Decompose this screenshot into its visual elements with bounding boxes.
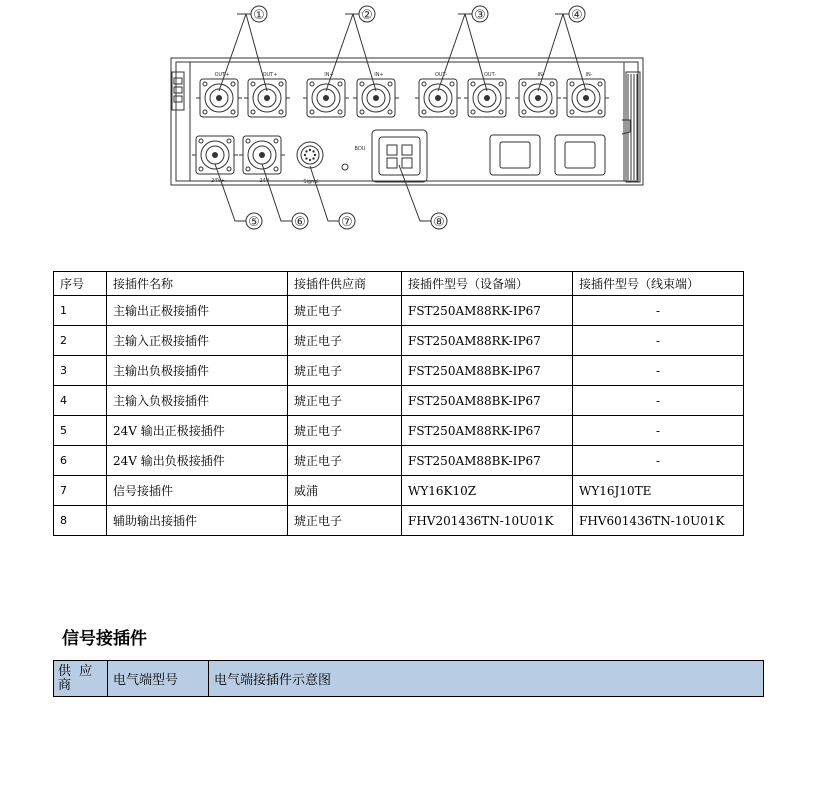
cell-supplier: 琥正电子 <box>288 326 402 356</box>
connector-pin <box>259 152 265 158</box>
port-label: IN+ <box>324 72 334 78</box>
cell-no: 2 <box>54 326 107 356</box>
aux-pin <box>402 158 412 168</box>
cell-name: 辅助输出接插件 <box>107 506 288 536</box>
callout-number: ⑥ <box>294 215 306 230</box>
connector-pin <box>373 95 379 101</box>
mounting-hole <box>388 110 392 114</box>
mounting-hole <box>499 82 503 86</box>
table-row <box>54 506 744 536</box>
connector-layout-drawing <box>0 0 815 250</box>
power-connector <box>464 79 510 117</box>
header-connector-diagram: 电气端接插件示意图 <box>209 661 764 697</box>
mounting-hole <box>570 82 574 86</box>
mounting-hole <box>251 82 255 86</box>
enclosure-outline <box>171 58 643 185</box>
connector-pin <box>216 95 222 101</box>
signal-pin <box>312 157 314 159</box>
signal-pin <box>309 149 311 151</box>
cell-no: 8 <box>54 506 107 536</box>
connector-pin <box>323 95 329 101</box>
cell-no: 6 <box>54 446 107 476</box>
handle-slot <box>174 78 182 84</box>
cell-device-model: FST250AM88BK-IP67 <box>402 386 573 416</box>
cell-no: 7 <box>54 476 107 506</box>
dc24v-positive-connector <box>192 136 238 174</box>
table-row <box>54 326 744 356</box>
mounting-hole <box>227 167 231 171</box>
header-harness-model: 接插件型号（线束端） <box>573 272 744 296</box>
mounting-hole <box>598 110 602 114</box>
signal-pin <box>312 150 314 152</box>
mounting-hole <box>203 110 207 114</box>
header-device-model: 接插件型号（设备端） <box>402 272 573 296</box>
callout-number: ⑦ <box>341 215 353 230</box>
table-row <box>54 386 744 416</box>
signal-connector-inner <box>301 146 319 164</box>
cell-name: 主输入正极接插件 <box>107 326 288 356</box>
mounting-hole <box>279 82 283 86</box>
cell-name: 信号接插件 <box>107 476 288 506</box>
cell-device-model: FHV201436TN-10U01K <box>402 506 573 536</box>
mounting-hole <box>199 167 203 171</box>
signal-pin <box>309 159 311 161</box>
cover-plate-inner <box>500 142 530 168</box>
mounting-hole <box>279 110 283 114</box>
cell-name: 主输出负极接插件 <box>107 356 288 386</box>
leader-line <box>310 166 339 221</box>
port-label: IN- <box>537 72 545 78</box>
signal-table-header <box>54 661 764 697</box>
port-label: OUT- <box>435 72 447 78</box>
cover-plate-inner <box>565 142 595 168</box>
signal-pin <box>304 154 306 156</box>
connector-table <box>53 271 744 536</box>
cell-name: 24V 输出正极接插件 <box>107 416 288 446</box>
vent-plug <box>342 164 348 170</box>
mounting-hole <box>231 110 235 114</box>
mounting-hole <box>231 82 235 86</box>
mounting-hole <box>550 110 554 114</box>
connector-pin <box>484 95 490 101</box>
power-connector <box>415 79 461 117</box>
mounting-hole <box>522 110 526 114</box>
cell-no: 4 <box>54 386 107 416</box>
cell-supplier: 琥正电子 <box>288 356 402 386</box>
power-connector <box>353 79 399 117</box>
cell-device-model: FST250AM88BK-IP67 <box>402 356 573 386</box>
aux-pin <box>387 158 397 168</box>
port-label: IN+ <box>374 72 384 78</box>
cover-plate <box>490 135 540 175</box>
cell-device-model: FST250AM88BK-IP67 <box>402 446 573 476</box>
cell-harness-model: - <box>573 296 744 326</box>
mounting-hole <box>450 82 454 86</box>
cell-no: 3 <box>54 356 107 386</box>
cell-harness-model: - <box>573 326 744 356</box>
leader-line <box>215 164 246 221</box>
mounting-hole <box>310 110 314 114</box>
header-supplier: 供 应 商 <box>54 661 108 697</box>
cell-name: 主输出正极接插件 <box>107 296 288 326</box>
mounting-hole <box>450 110 454 114</box>
signal-pin <box>305 157 307 159</box>
mounting-hole <box>471 82 475 86</box>
cell-supplier: 琥正电子 <box>288 506 402 536</box>
callout-number: ② <box>361 8 373 23</box>
aux-pin <box>387 145 397 155</box>
mounting-hole <box>246 139 250 143</box>
mounting-hole <box>471 110 475 114</box>
mounting-hole <box>388 82 392 86</box>
connector-table-body <box>54 296 744 536</box>
power-connector <box>563 79 609 117</box>
power-connector <box>196 79 242 117</box>
mounting-hole <box>499 110 503 114</box>
cell-no: 5 <box>54 416 107 446</box>
cell-harness-model: WY16J10TE <box>573 476 744 506</box>
port-label: IN- <box>585 72 593 78</box>
table-row <box>54 356 744 386</box>
port-label: OUT+ <box>262 72 278 78</box>
mounting-hole <box>310 82 314 86</box>
mounting-hole <box>251 110 255 114</box>
mounting-hole <box>338 82 342 86</box>
connector-pin <box>535 95 541 101</box>
mounting-hole <box>550 82 554 86</box>
section-title: 信号接插件 <box>62 629 147 649</box>
cell-supplier: 琥正电子 <box>288 386 402 416</box>
callout-number: ⑤ <box>248 215 260 230</box>
cell-device-model: FST250AM88RK-IP67 <box>402 416 573 446</box>
table-row <box>54 416 744 446</box>
connector-pin <box>264 95 270 101</box>
signal-connector-table <box>53 660 764 697</box>
dc24v-negative-connector <box>239 136 285 174</box>
port-label: 24V- <box>259 178 271 184</box>
mounting-hole <box>360 110 364 114</box>
cell-device-model: FST250AM88RK-IP67 <box>402 296 573 326</box>
header-supplier: 接插件供应商 <box>288 272 402 296</box>
port-label: OUT+ <box>214 72 230 78</box>
cell-harness-model: - <box>573 446 744 476</box>
cover-plate <box>555 135 605 175</box>
power-connector <box>303 79 349 117</box>
signal-label: Signal <box>303 179 319 185</box>
connector-table-header <box>54 272 744 296</box>
mounting-hole <box>274 139 278 143</box>
header-no: 序号 <box>54 272 107 296</box>
cell-supplier: 琥正电子 <box>288 446 402 476</box>
power-connector <box>515 79 561 117</box>
mounting-hole <box>338 110 342 114</box>
signal-pin <box>314 154 316 156</box>
aux-connector-inner <box>379 137 420 175</box>
callout-number: ③ <box>474 8 486 23</box>
mounting-hole <box>570 110 574 114</box>
mounting-hole <box>203 82 207 86</box>
connector-pin <box>435 95 441 101</box>
table-row <box>54 296 744 326</box>
cell-no: 1 <box>54 296 107 326</box>
mounting-hole <box>227 139 231 143</box>
power-connector <box>244 79 290 117</box>
cell-supplier: 威浦 <box>288 476 402 506</box>
table-row <box>54 446 744 476</box>
bdu-label: BDU <box>354 146 366 152</box>
cell-harness-model: - <box>573 386 744 416</box>
mounting-hole <box>422 82 426 86</box>
connector-pin <box>212 152 218 158</box>
aux-pin <box>402 145 412 155</box>
table-row <box>54 476 744 506</box>
leader-line <box>399 165 431 221</box>
cell-supplier: 琥正电子 <box>288 296 402 326</box>
cell-device-model: WY16K10Z <box>402 476 573 506</box>
mounting-hole <box>274 167 278 171</box>
mounting-hole <box>360 82 364 86</box>
cell-supplier: 琥正电子 <box>288 416 402 446</box>
mounting-hole <box>598 82 602 86</box>
cell-harness-model: - <box>573 416 744 446</box>
handle-slot <box>174 87 182 93</box>
signal-pin <box>305 150 307 152</box>
leader-line <box>262 164 292 221</box>
cell-name: 24V 输出负极接插件 <box>107 446 288 476</box>
cell-name: 主输入负极接插件 <box>107 386 288 416</box>
callout-number: ⑧ <box>433 215 445 230</box>
header-name: 接插件名称 <box>107 272 288 296</box>
enclosure-inner <box>176 62 638 181</box>
mounting-hole <box>422 110 426 114</box>
cell-device-model: FST250AM88RK-IP67 <box>402 326 573 356</box>
connector-pin <box>583 95 589 101</box>
cell-harness-model: FHV601436TN-10U01K <box>573 506 744 536</box>
mounting-hole <box>199 139 203 143</box>
handle-slot <box>174 96 182 102</box>
port-label: 24V+ <box>211 178 225 184</box>
callout-number: ① <box>253 8 265 23</box>
header-electrical-model: 电气端型号 <box>108 661 209 697</box>
mounting-hole <box>246 167 250 171</box>
mounting-hole <box>522 82 526 86</box>
callout-number: ④ <box>571 8 583 23</box>
cell-harness-model: - <box>573 356 744 386</box>
port-label: OUT- <box>484 72 496 78</box>
